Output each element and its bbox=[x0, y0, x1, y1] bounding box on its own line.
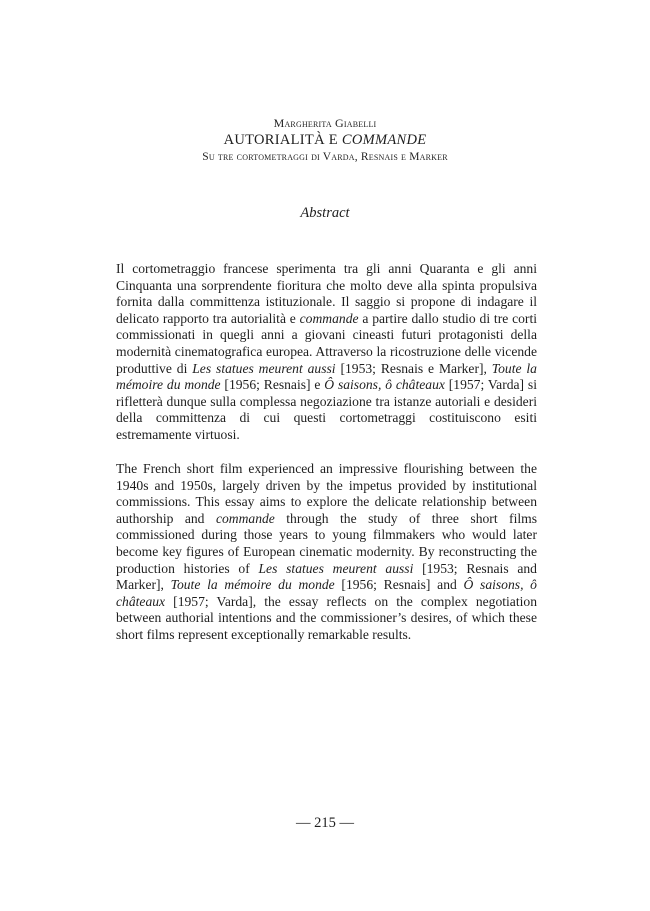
film-title: Ô saisons, ô châteaux bbox=[324, 377, 445, 393]
abstract-heading: Abstract bbox=[300, 205, 350, 221]
abstract-english bbox=[116, 461, 537, 644]
text-run: [1957; Varda], the essay reflects on the complex negotiation between authorial intentions and the commissioner’s desires, of which these short films represent exceptionally remarkable results. bbox=[116, 593, 537, 642]
text-run: [1953; Resnais and Marker], bbox=[116, 560, 537, 593]
page-number: — 215 — bbox=[296, 815, 354, 831]
text-run: a partire dallo studio di tre corti commissionati in quegli anni a giovani cineasti futuri protagonisti della modernità cinematografica europea. Attraverso la ricostruzione delle vicende produttive di bbox=[116, 310, 537, 376]
italic-term: commande bbox=[299, 310, 359, 326]
text-run: [1956; Resnais] and bbox=[334, 577, 464, 593]
author-name: Margherita Giabelli bbox=[273, 116, 377, 130]
text-run: Il cortometraggio francese sperimenta tra gli anni Quaranta e gli anni Cinquanta una sorprendente fioritura che molto deve alla spinta propulsiva fornita dalla committenza istituzionale. Il saggio si propone di indagare il delicato rapporto tra autorialità e bbox=[116, 261, 537, 326]
film-title: Toute la mémoire du monde bbox=[170, 577, 335, 593]
article-title bbox=[0, 132, 650, 149]
abstract-italian bbox=[116, 261, 537, 444]
film-title: Les statues meurent aussi bbox=[192, 360, 336, 376]
title-main: AUTORIALITÀ E bbox=[223, 132, 342, 148]
italic-term: commande bbox=[215, 510, 275, 526]
film-title: Les statues meurent aussi bbox=[258, 560, 414, 576]
film-title: Ô saisons, ô châteaux bbox=[116, 577, 537, 609]
text-run: The French short film experienced an impressive flourishing between the 1940s and 1950s, largely driven by the impetus provided by institutional commissions. This essay aims to explore the delicate relationship between authorship and bbox=[116, 461, 537, 526]
text-run: through the study of three short films commissioned during those years to young filmmakers who would later become key figures of European cinematic modernity. By reconstructing the production histories of bbox=[116, 510, 537, 576]
title-italic: COMMANDE bbox=[341, 132, 427, 148]
film-title: Toute la mémoire du monde bbox=[116, 360, 537, 393]
text-run: [1956; Resnais] e bbox=[220, 377, 325, 393]
article-subtitle: Su tre cortometraggi di Varda, Resnais e Marker bbox=[202, 151, 448, 163]
text-run: [1953; Resnais e Marker], bbox=[335, 360, 492, 376]
text-run: [1957; Varda] si rifletterà dunque sulla complessa negoziazione tra istanze autoriali e desideri della committenza di cui questi cortometraggi costituiscono esiti estremamente virtuosi. bbox=[116, 377, 537, 442]
